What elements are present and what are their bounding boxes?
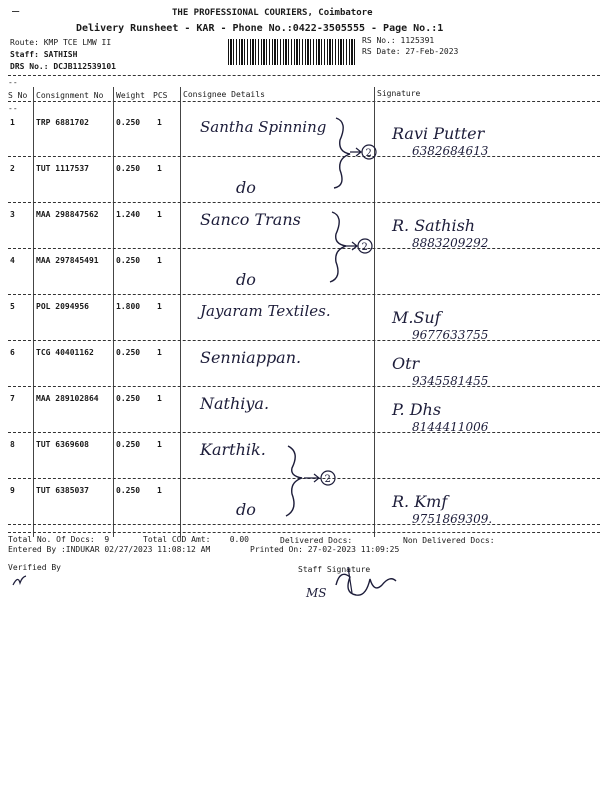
col-sno: S No — [8, 91, 28, 100]
row-consignee: Karthik. — [200, 440, 266, 459]
row-pcs: 1 — [157, 256, 162, 265]
row-signature: R. Kmf — [392, 492, 448, 511]
row-weight: 1.240 — [116, 210, 141, 219]
row-sno: 2 — [10, 164, 15, 173]
row-sno: 7 — [10, 394, 15, 403]
verified-signature — [10, 573, 30, 589]
col-line-2 — [113, 87, 114, 537]
printed-on: Printed On: 27-02-2023 11:09:25 — [250, 545, 400, 554]
row-pcs: 1 — [157, 348, 162, 357]
row-consignee: Jayaram Textiles. — [200, 302, 331, 320]
col-line-1 — [33, 87, 34, 537]
row-sno: 5 — [10, 302, 15, 311]
row-consignment: TCG 40401162 — [36, 348, 94, 357]
row-phone: 9345581455 — [412, 374, 489, 388]
row-divider — [8, 524, 600, 525]
col-line-3 — [180, 87, 181, 537]
row-consignment: TUT 6369608 — [36, 440, 89, 449]
staff-signature-scribble — [330, 565, 400, 605]
row-weight: 0.250 — [116, 348, 141, 357]
row-phone: 9751869309. — [412, 512, 493, 526]
brace-mark-1: 2 — [365, 148, 372, 159]
row-consignee: Sanco Trans — [200, 210, 301, 229]
row-consignment: TUT 1117537 — [36, 164, 89, 173]
staff-signature-label: Staff Signature — [298, 565, 371, 574]
row-consignee: Senniappan. — [200, 348, 302, 367]
row-consignee: do — [236, 270, 256, 289]
brace-mark-3: 2 — [324, 474, 331, 485]
col-consignee: Consignee Details — [183, 90, 265, 99]
row-sno: 4 — [10, 256, 15, 265]
row-consignee: do — [236, 178, 256, 197]
row-signature: R. Sathish — [392, 216, 476, 235]
footer-divider — [8, 532, 600, 533]
row-divider — [8, 202, 600, 203]
route-label: Route: KMP TCE LMW II — [10, 38, 112, 47]
runsheet-title: Delivery Runsheet - KAR - Phone No.:0422-3505555 - Page No.:1 — [76, 23, 444, 34]
row-pcs: 1 — [157, 302, 162, 311]
total-cod: Total COD Amt: 0.00 — [143, 535, 249, 544]
row-signature: P. Dhs — [392, 400, 442, 419]
row-consignee: do — [236, 500, 256, 519]
row-sno: 3 — [10, 210, 15, 219]
entered-by: Entered By :INDUKAR 02/27/2023 11:08:12 AM — [8, 545, 211, 554]
divider-mark-2: -- — [8, 104, 18, 113]
row-phone: 9677633755 — [412, 328, 489, 342]
row-pcs: 1 — [157, 118, 162, 127]
delivered-docs: Delivered Docs: — [280, 536, 353, 545]
row-divider — [8, 432, 600, 433]
row-consignment: MAA 298847562 — [36, 210, 99, 219]
row-pcs: 1 — [157, 486, 162, 495]
row-sno: 8 — [10, 440, 15, 449]
brace-group-1 — [320, 112, 380, 192]
row-divider — [8, 294, 600, 295]
staff-signature-hand: MS — [306, 586, 327, 600]
row-divider — [8, 248, 600, 249]
row-consignment: TUT 6385037 — [36, 486, 89, 495]
row-phone: 6382684613 — [412, 144, 489, 158]
row-weight: 0.250 — [116, 118, 141, 127]
row-phone: 8144411006 — [412, 420, 489, 434]
staff-label: Staff: SATHISH — [10, 50, 78, 59]
row-consignment: POL 2094956 — [36, 302, 89, 311]
col-weight: Weight — [116, 91, 145, 100]
row-divider — [8, 386, 600, 387]
brace-group-2 — [316, 206, 376, 286]
row-consignment: MAA 297845491 — [36, 256, 99, 265]
rs-date: RS Date: 27-Feb-2023 — [362, 47, 459, 56]
row-consignee: Santha Spinning — [200, 118, 327, 136]
row-weight: 0.250 — [116, 440, 141, 449]
total-docs: Total No. Of Docs: 9 — [8, 535, 110, 544]
row-signature: Ravi Putter — [392, 124, 485, 143]
barcode — [228, 39, 356, 65]
verified-by: Verified By — [8, 563, 61, 572]
company-title: THE PROFESSIONAL COURIERS, Coimbatore — [172, 8, 373, 18]
row-consignee: Nathiya. — [200, 394, 270, 413]
col-pcs: PCS — [153, 91, 168, 100]
row-signature: M.Suf — [392, 308, 441, 327]
column-header-divider — [8, 101, 600, 102]
row-phone: 8883209292 — [412, 236, 489, 250]
col-signature: Signature — [377, 89, 421, 98]
row-weight: 1.800 — [116, 302, 141, 311]
row-pcs: 1 — [157, 210, 162, 219]
rs-number: RS No.: 1125391 — [362, 36, 435, 45]
row-sno: 1 — [10, 118, 15, 127]
row-divider — [8, 340, 600, 341]
drs-number: DRS No.: DCJB112539101 — [10, 62, 116, 71]
row-consignment: MAA 289102864 — [36, 394, 99, 403]
row-pcs: 1 — [157, 164, 162, 173]
divider-mark: -- — [8, 78, 18, 87]
row-weight: 0.250 — [116, 486, 141, 495]
col-consignment: Consignment No — [36, 91, 104, 100]
row-weight: 0.250 — [116, 164, 141, 173]
row-consignment: TRP 6881702 — [36, 118, 89, 127]
brace-group-3 — [272, 440, 342, 520]
top-mark: — — [12, 4, 20, 18]
row-pcs: 1 — [157, 440, 162, 449]
row-signature: Otr — [392, 354, 420, 373]
row-weight: 0.250 — [116, 256, 141, 265]
row-pcs: 1 — [157, 394, 162, 403]
brace-mark-2: 2 — [361, 242, 368, 253]
header-divider — [8, 75, 600, 76]
row-weight: 0.250 — [116, 394, 141, 403]
row-divider — [8, 156, 600, 157]
row-sno: 9 — [10, 486, 15, 495]
row-sno: 6 — [10, 348, 15, 357]
non-delivered-docs: Non Delivered Docs: — [403, 536, 495, 545]
